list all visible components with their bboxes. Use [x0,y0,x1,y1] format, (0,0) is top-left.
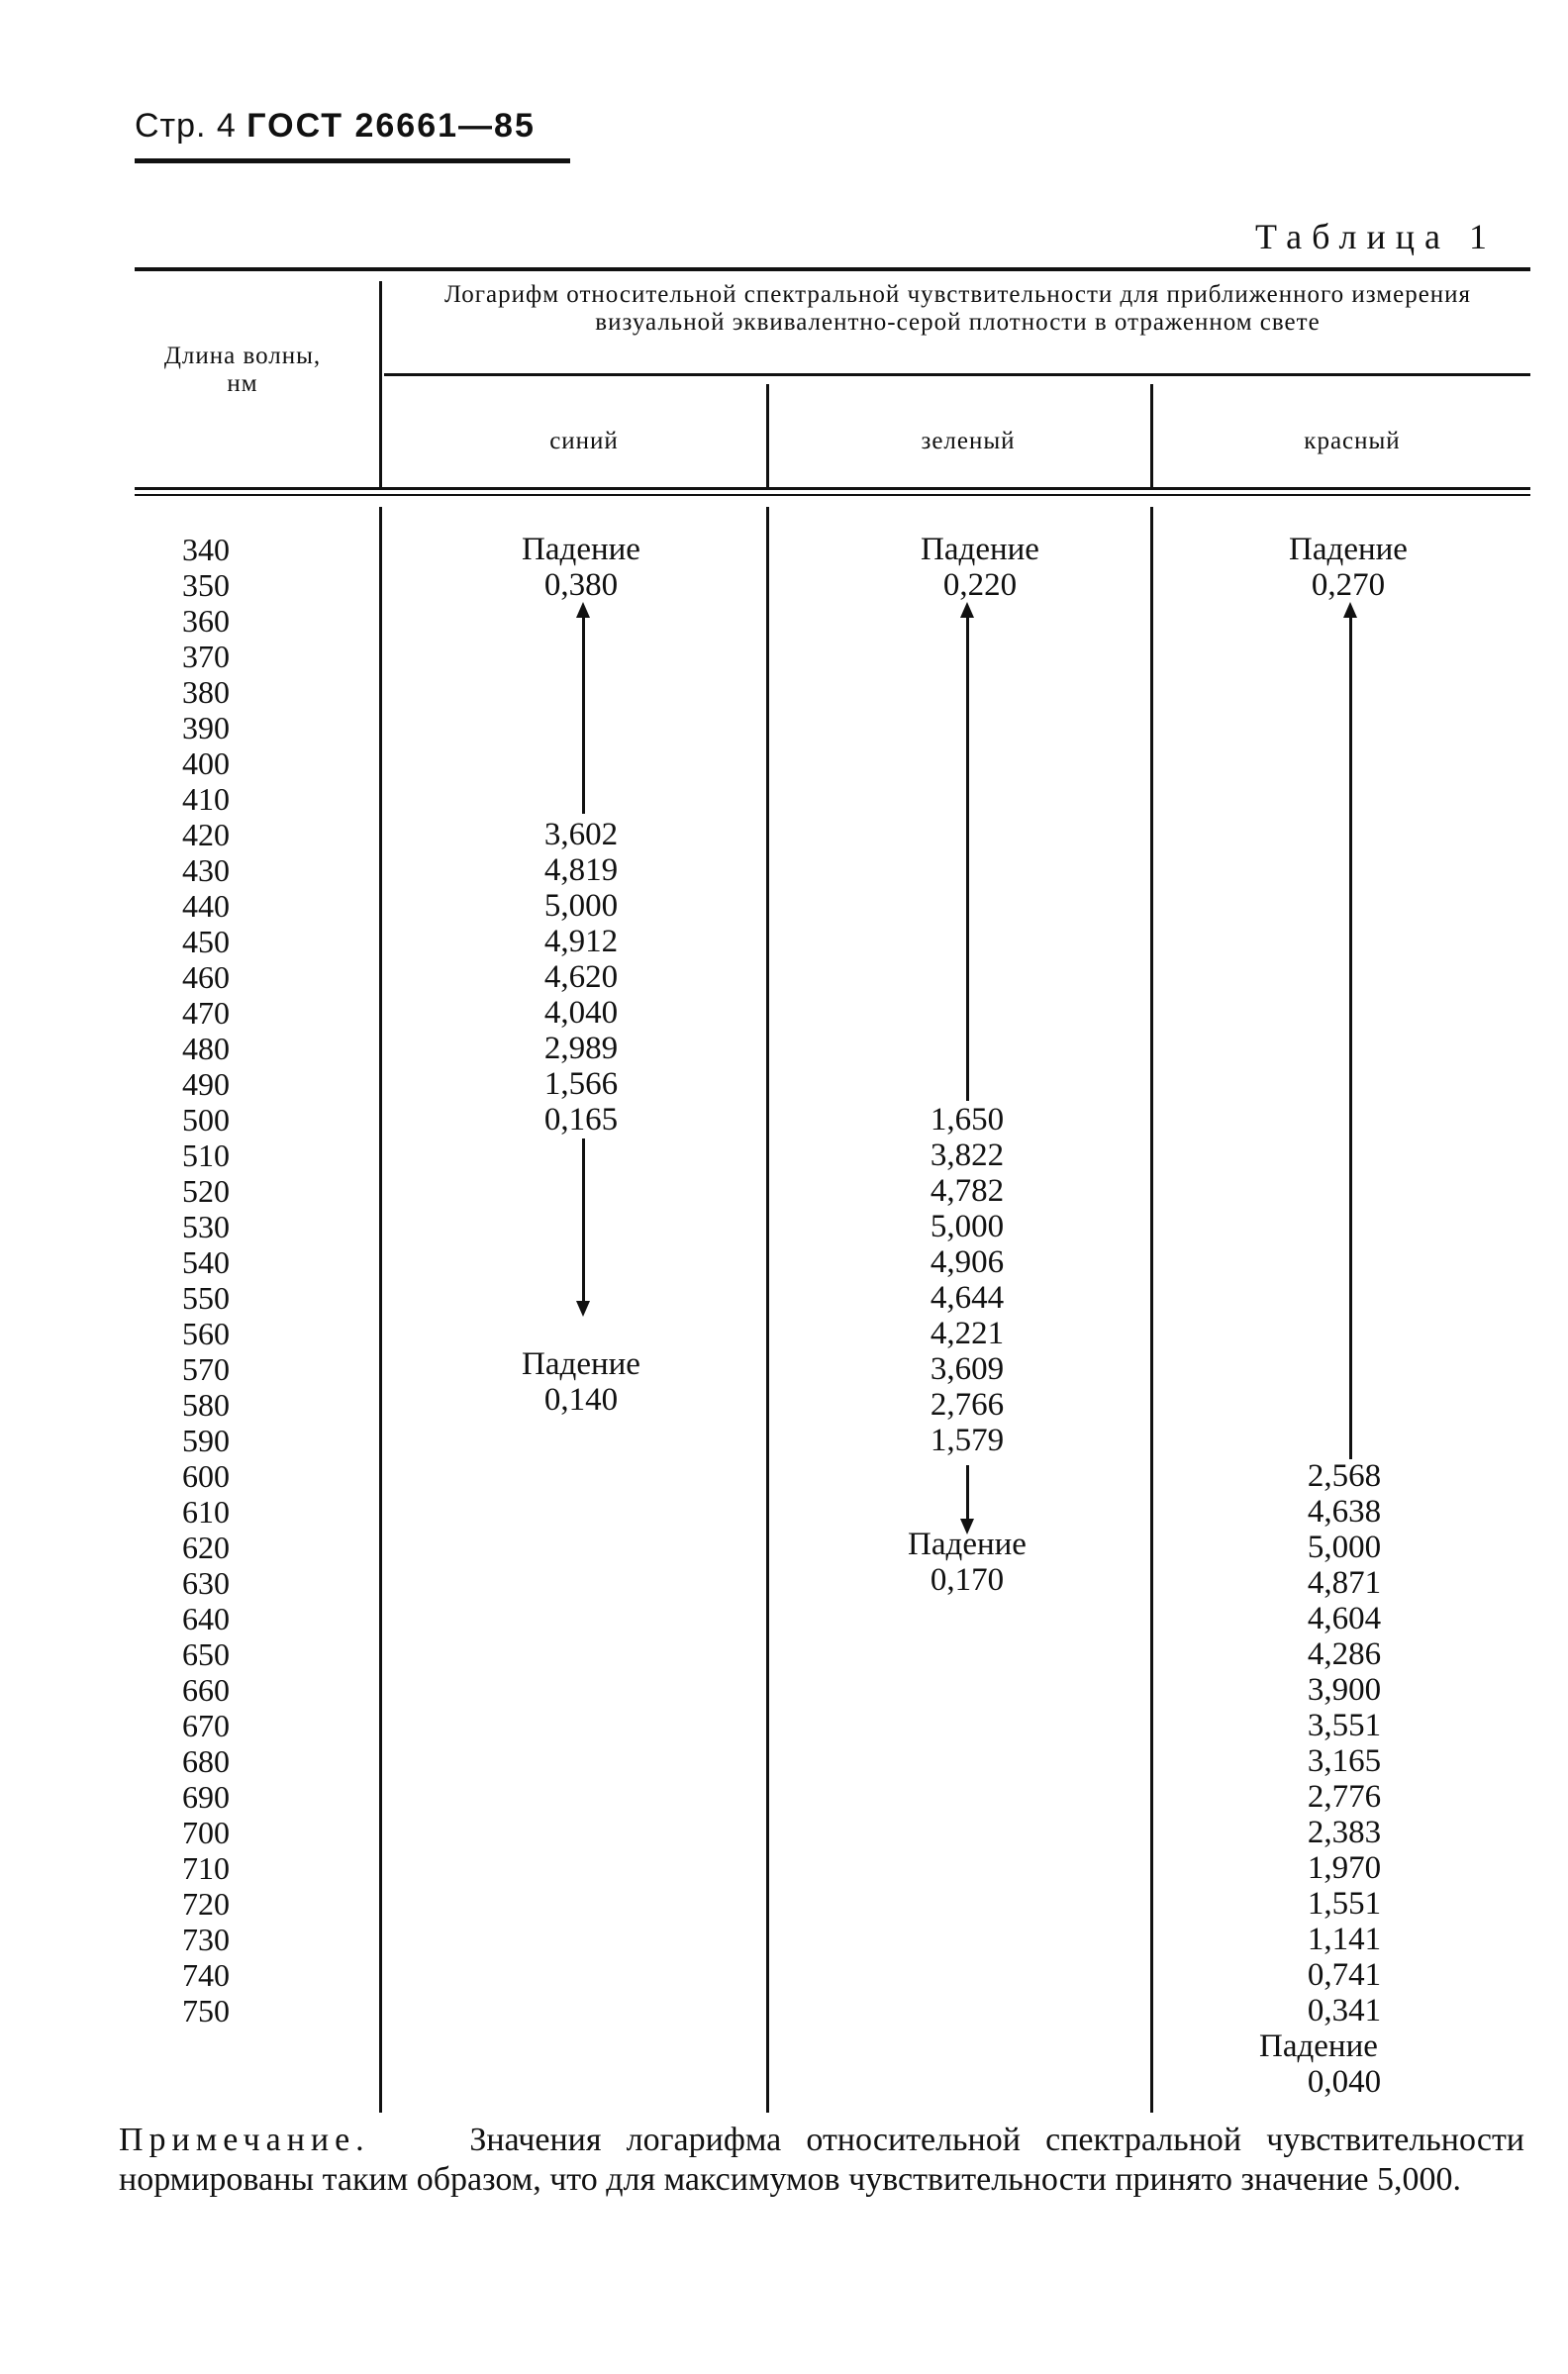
red-up-arrow-icon [1349,616,1352,1459]
wavelength-cell: 360 [182,603,230,639]
wavelength-cell: 470 [182,995,230,1031]
red-end-value: 0,040 [1307,2064,1382,2100]
wavelength-cell: 610 [182,1494,230,1530]
blue-value-cell: 4,819 [543,852,619,888]
green-value-cell: 4,782 [930,1173,1005,1209]
wavelength-cell: 500 [182,1102,230,1138]
red-value-cell: 2,776 [1307,1779,1382,1815]
red-end-label: Падение [1259,2028,1378,2064]
red-value-cell: 4,871 [1307,1565,1382,1601]
wavelength-cell: 430 [182,852,230,888]
col-divider-1-body [379,507,382,2113]
blue-value-cell: 5,000 [543,888,619,924]
wavelength-cell: 690 [182,1779,230,1815]
table-top-rule [135,267,1530,271]
wavelength-cell: 390 [182,710,230,745]
col-divider-2-body [766,507,769,2113]
wavelength-cell: 420 [182,817,230,852]
red-value-cell: 4,638 [1307,1494,1382,1530]
wavelength-cell: 600 [182,1458,230,1494]
red-value-cell: 3,551 [1307,1708,1382,1743]
green-value-cell: 4,644 [930,1280,1005,1316]
blue-up-arrow-icon [582,616,585,814]
red-value-cell: 0,341 [1307,1993,1382,2028]
wavelength-cell: 490 [182,1066,230,1102]
red-value-cell: 5,000 [1307,1530,1382,1565]
red-value-cell: 1,551 [1307,1886,1382,1922]
wavelength-cell: 740 [182,1957,230,1993]
red-value-cell: 2,383 [1307,1815,1382,1850]
green-start-value: 0,220 [942,567,1018,603]
wavelength-cell: 550 [182,1280,230,1316]
column-header-green: зеленый [921,428,1016,454]
header-bottom-rule-2 [135,494,1530,496]
wavelength-cell: 450 [182,924,230,959]
green-end-label: Падение [908,1527,1027,1562]
red-value-cell: 3,165 [1307,1743,1382,1779]
green-start-label: Падение [921,532,1039,567]
wavelength-cell: 640 [182,1601,230,1636]
red-value-cell: 4,604 [1307,1601,1382,1636]
green-value-cell: 2,766 [930,1387,1005,1423]
blue-down-arrow-icon [582,1138,585,1303]
wavelength-cell: 750 [182,1993,230,2028]
red-value-cell: 0,741 [1307,1957,1382,1993]
blue-value-cell: 2,989 [543,1031,619,1066]
green-value-cell: 5,000 [930,1209,1005,1244]
wavelength-cell: 460 [182,959,230,995]
wavelength-cell: 540 [182,1244,230,1280]
blue-start-label: Падение [522,532,640,567]
header-bottom-rule-1 [135,487,1530,490]
wavelength-cell: 520 [182,1173,230,1209]
wavelength-cell: 630 [182,1565,230,1601]
wavelength-cell: 440 [182,888,230,924]
wavelength-cell: 380 [182,674,230,710]
wavelength-cell: 480 [182,1031,230,1066]
column-header-blue: синий [549,428,619,454]
green-value-cell: 1,579 [930,1423,1005,1458]
blue-value-cell: 1,566 [543,1066,619,1102]
col-divider-3-body [1150,507,1153,2113]
blue-value-cell: 4,040 [543,995,619,1031]
wavelength-cell: 730 [182,1922,230,1957]
wavelength-cell: 410 [182,781,230,817]
standard-number: ГОСТ 26661—85 [246,107,536,145]
column-header-red: красный [1304,428,1401,454]
red-start-value: 0,270 [1311,567,1386,603]
blue-start-value: 0,380 [543,567,619,603]
red-value-cell: 2,568 [1307,1458,1382,1494]
green-value-cell: 4,221 [930,1316,1005,1351]
red-value-cell: 1,970 [1307,1850,1382,1886]
blue-end-value: 0,140 [543,1382,619,1418]
blue-end-label: Падение [522,1346,640,1382]
blue-value-cell: 0,165 [543,1102,619,1138]
wavelength-cell: 570 [182,1351,230,1387]
wavelength-cell: 510 [182,1138,230,1173]
wavelength-cell: 720 [182,1886,230,1922]
red-start-label: Падение [1289,532,1408,567]
wavelength-cell: 530 [182,1209,230,1244]
wavelength-cell: 620 [182,1530,230,1565]
green-end-value: 0,170 [930,1562,1005,1598]
red-value-cell: 1,141 [1307,1922,1382,1957]
red-value-cell: 4,286 [1307,1636,1382,1672]
header-sub-rule [384,373,1530,376]
head-rule [135,158,570,163]
blue-value-cell: 3,602 [543,817,619,852]
header-log-sensitivity: Логарифм относительной спектральной чувствительности для приближенного измерения визуальной эквивалентно-серой плотности в отраженном свете [443,281,1472,336]
table-note [119,2121,1524,2200]
green-value-cell: 3,822 [930,1138,1005,1173]
green-value-cell: 3,609 [930,1351,1005,1387]
wavelength-cell: 660 [182,1672,230,1708]
page-ref: Стр. 4 [135,107,237,145]
wavelength-cell: 340 [182,532,230,567]
wavelength-cell: 710 [182,1850,230,1886]
wavelength-cell: 560 [182,1316,230,1351]
note-text: Значения логарифма относительной спектральной чувствительности нормированы таким образом, что для максимумов чувствительности принято значение 5,000. [119,2122,1524,2198]
col-divider-1-header [379,281,382,489]
green-value-cell: 1,650 [930,1102,1005,1138]
blue-value-cell: 4,620 [543,959,619,995]
green-up-arrow-icon [966,616,969,1101]
green-value-cell: 4,906 [930,1244,1005,1280]
wavelength-cell: 680 [182,1743,230,1779]
wavelength-cell: 590 [182,1423,230,1458]
wavelength-cell: 670 [182,1708,230,1743]
header-wavelength: Длина волны, нм [163,343,322,397]
blue-value-cell: 4,912 [543,924,619,959]
wavelength-cell: 650 [182,1636,230,1672]
wavelength-cell: 580 [182,1387,230,1423]
note-label: Примечание. [119,2122,370,2158]
wavelength-cell: 350 [182,567,230,603]
wavelength-cell: 700 [182,1815,230,1850]
wavelength-cell: 370 [182,639,230,674]
table-label: Таблица 1 [1255,217,1497,256]
wavelength-cell: 400 [182,745,230,781]
red-value-cell: 3,900 [1307,1672,1382,1708]
green-down-arrow-icon [966,1465,969,1521]
running-head [135,107,536,146]
